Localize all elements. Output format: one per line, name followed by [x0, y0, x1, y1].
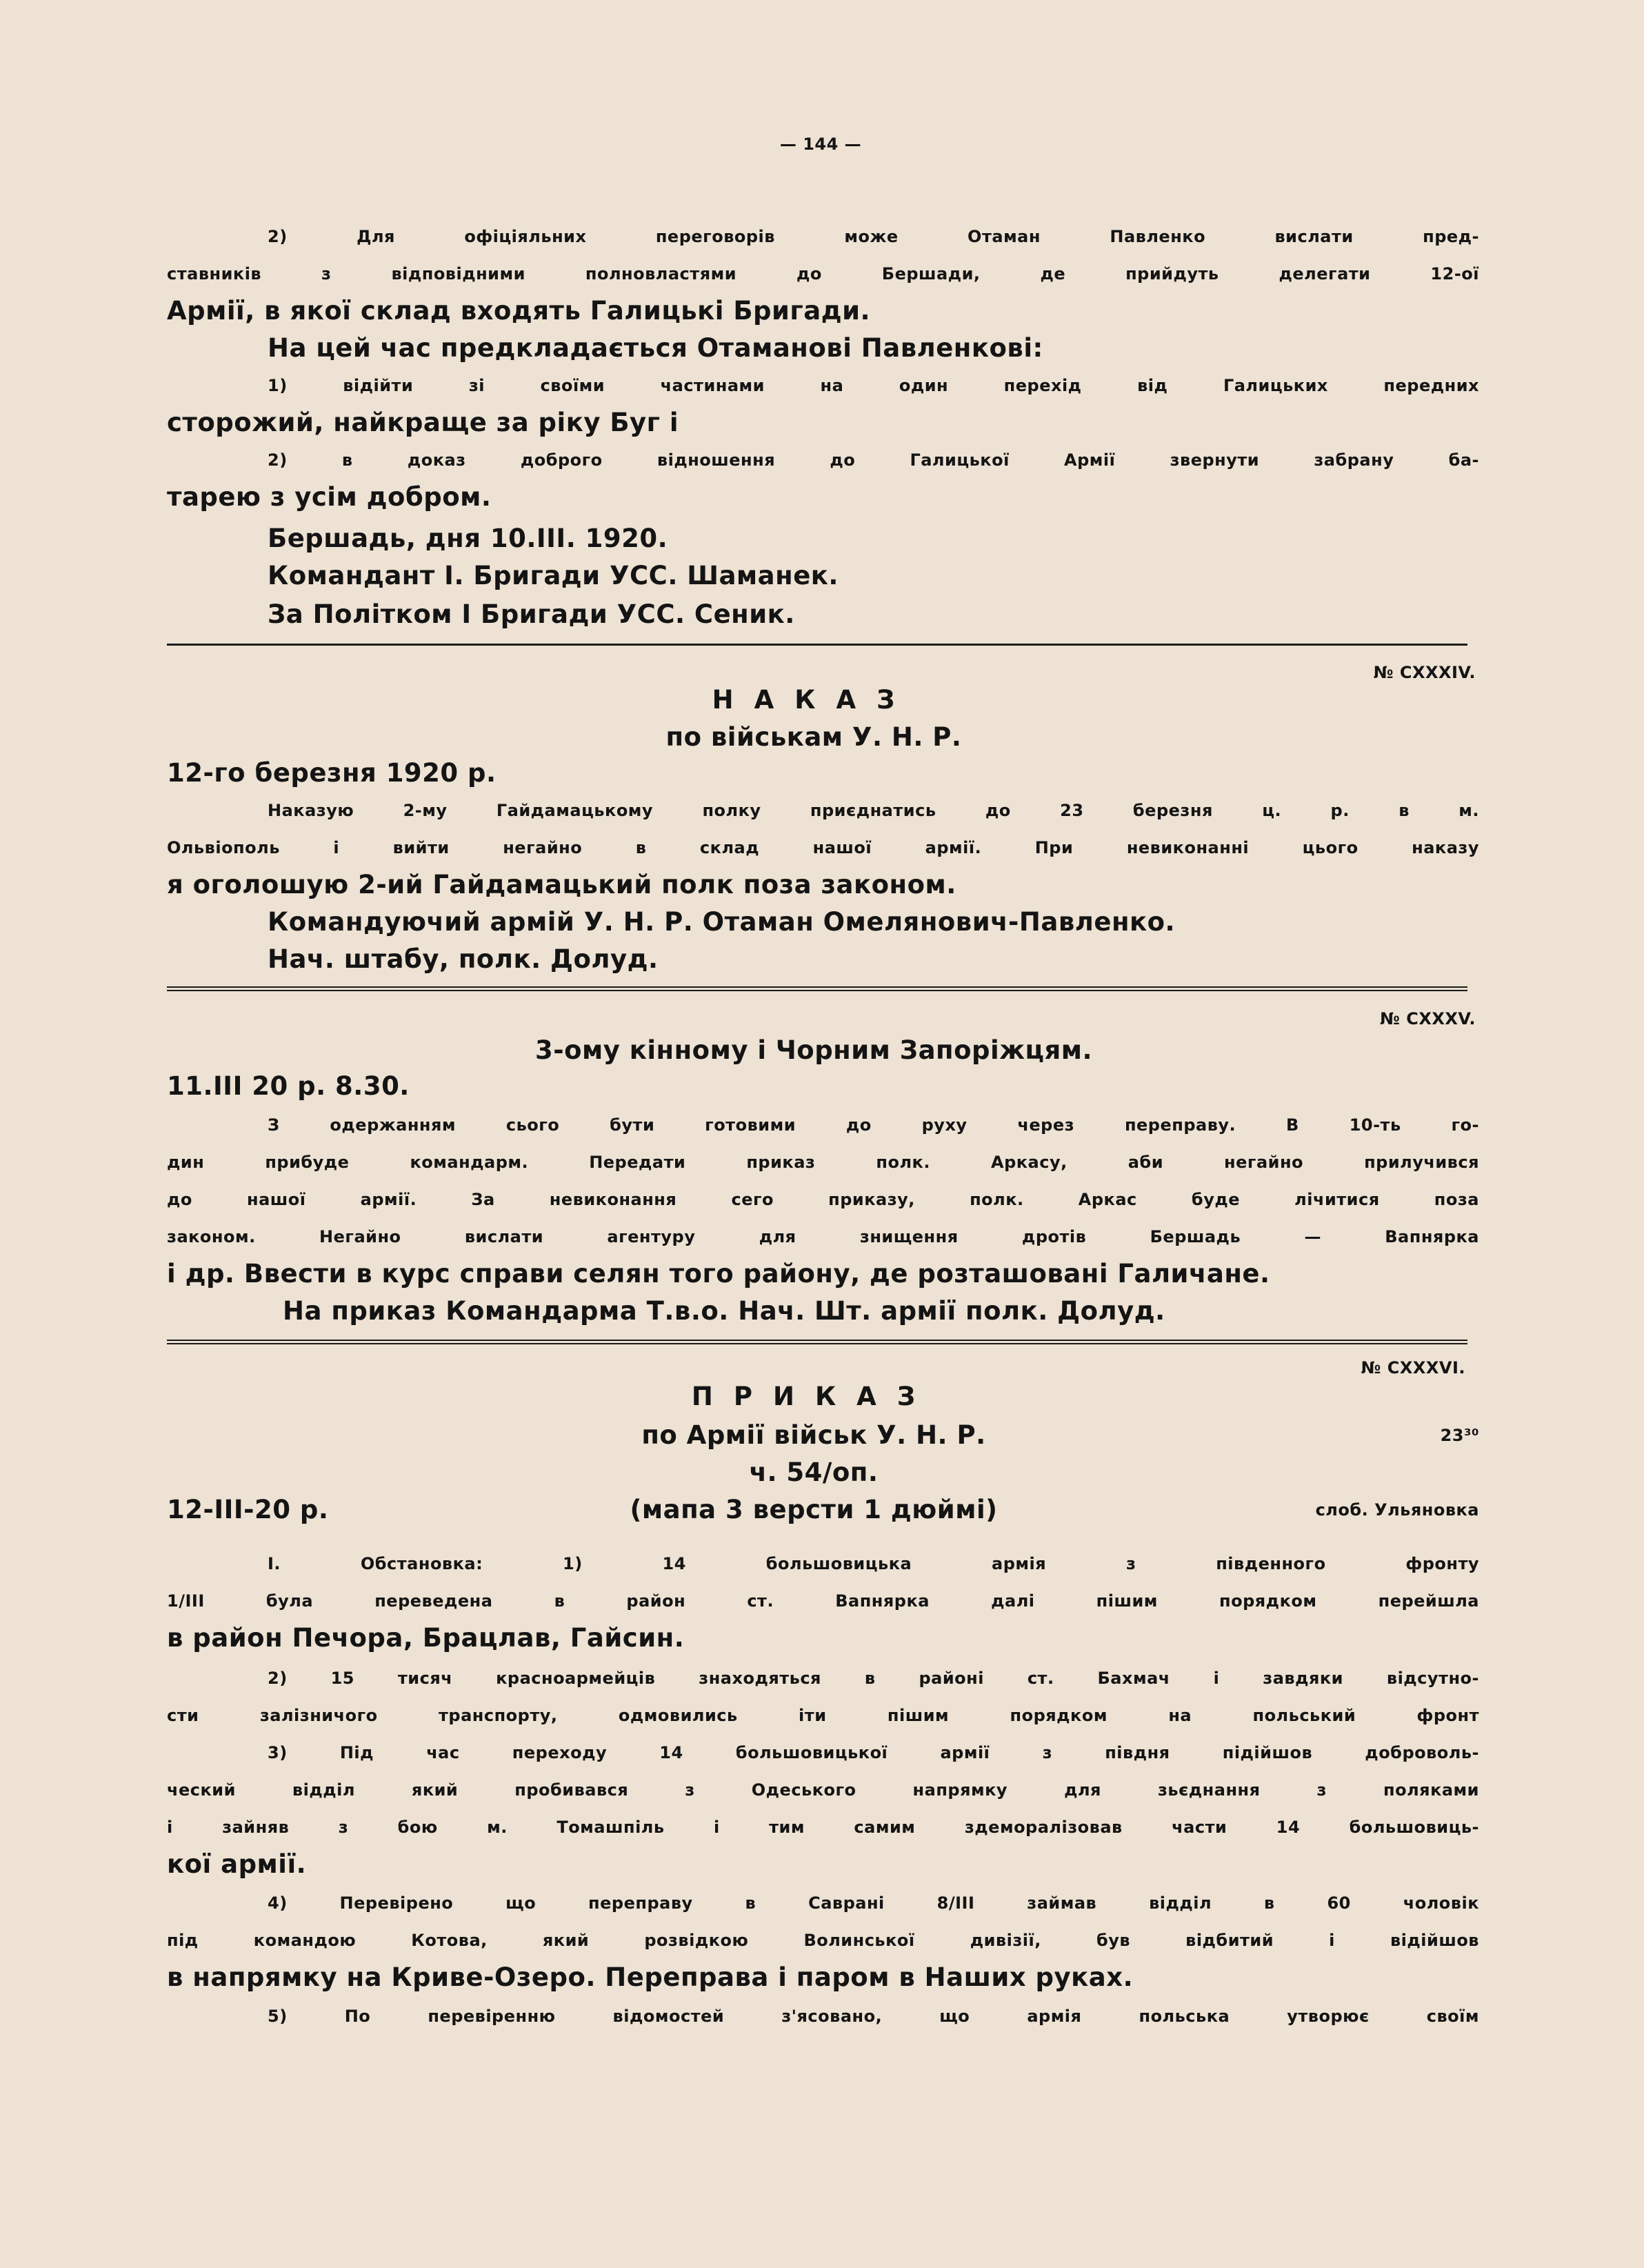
- document-number: № CXXXV.: [1380, 1009, 1476, 1028]
- text-line: Наказую 2-му Гайдамацькому полку приєднатись до 23 березня ц. р. в м.: [268, 801, 1479, 820]
- text-line: і др. Ввести в курс справи селян того району, де розташовані Галичане.: [167, 1259, 1270, 1289]
- text-line: Ольвіополь і вийти негайно в склад нашої армії. При невиконанні цього наказу: [167, 838, 1479, 857]
- section-divider: [167, 644, 1467, 646]
- text-line: 4) Перевірено що переправу в Саврані 8/III займав відділ в 60 чоловік: [268, 1893, 1479, 1913]
- document-date: 12-III-20 р.: [167, 1495, 329, 1524]
- document-part: ч. 54/оп.: [749, 1458, 879, 1487]
- document-title: ПРИКАЗ: [691, 1382, 936, 1411]
- text-line: під командою Котова, який розвідкою Волинської дивізії, був відбитий і відійшов: [167, 1931, 1479, 1950]
- text-line: З одержанням сього бути готовими до руху через переправу. В 10-ть го-: [268, 1115, 1479, 1135]
- document-title: НАКАЗ: [712, 685, 916, 715]
- text-line: і зайняв з бою м. Томашпіль і тим самим здеморалізовав части 14 большовиць-: [167, 1818, 1479, 1837]
- text-line: тарею з усім добром.: [167, 482, 492, 512]
- text-line: На цей час предкладається Отаманові Павленкові:: [268, 333, 1043, 363]
- document-subtitle: по Армії військ У. Н. Р.: [641, 1420, 986, 1450]
- text-line: Армії, в якої склад входять Галицькі Бригади.: [167, 296, 871, 326]
- text-line: Бершадь, дня 10.III. 1920.: [268, 524, 668, 553]
- text-line: в напрямку на Криве-Озеро. Переправа і паром в Наших руках.: [167, 1962, 1134, 1992]
- section-divider: [167, 1340, 1467, 1344]
- text-line: до нашої армії. За невиконання сего приказу, полк. Аркас буде лічитися поза: [167, 1190, 1479, 1209]
- text-line: дин прибуде командарм. Передати приказ полк. Аркасу, аби негайно прилучився: [167, 1153, 1479, 1172]
- document-number: № CXXXIV.: [1373, 663, 1476, 682]
- document-map-note: (мапа 3 версти 1 дюймі): [630, 1495, 998, 1524]
- signature-line: Командуючий армій У. Н. Р. Отаман Омелянович-Павленко.: [268, 907, 1176, 937]
- signature-line: За Політком І Бригади УСС. Сеник.: [268, 599, 795, 629]
- text-line: І. Обстановка: 1) 14 большовицька армія з південного фронту: [268, 1554, 1479, 1573]
- document-date: 12-го березня 1920 р.: [167, 758, 497, 788]
- section-divider: [167, 986, 1467, 991]
- text-line: кої армії.: [167, 1849, 307, 1879]
- signature-line: Командант І. Бригади УСС. Шаманек.: [268, 561, 839, 590]
- signature-line: На приказ Командарма Т.в.о. Нач. Шт. армії полк. Долуд.: [283, 1296, 1165, 1326]
- text-line: ставників з відповідними полновластями до Бершади, де прийдуть делегати 12-ої: [167, 264, 1479, 284]
- text-line: 2) 15 тисяч красноармейців знаходяться в районі ст. Бахмач і завдяки відсутно-: [268, 1669, 1479, 1688]
- text-line: ческий відділ який пробивався з Одеського напрямку для зьєднання з поляками: [167, 1780, 1479, 1800]
- text-line: я оголошую 2-ий Гайдамацький полк поза законом.: [167, 870, 956, 899]
- text-line: законом. Негайно вислати агентуру для знищення дротів Бершадь — Вапнярка: [167, 1227, 1479, 1246]
- document-subtitle: по військам У. Н. Р.: [665, 722, 962, 752]
- text-line: 3) Під час переходу 14 большовицької армії з півдня підійшов доброволь-: [268, 1743, 1479, 1762]
- text-line: 5) По перевіренню відомостей з'ясовано, що армія польська утворює своїм: [268, 2007, 1479, 2026]
- page-number: — 144 —: [779, 135, 862, 154]
- text-line: 2) Для офіціяльних переговорів може Отаман Павленко вислати пред-: [268, 227, 1479, 246]
- text-line: в район Печора, Брацлав, Гайсин.: [167, 1623, 685, 1653]
- text-line: 1) відійти зі своїми частинами на один перехід від Галицьких передних: [268, 376, 1479, 395]
- signature-line: Нач. штабу, полк. Долуд.: [268, 944, 659, 974]
- document-place: слоб. Ульяновка: [1315, 1500, 1479, 1520]
- document-title: 3-ому кінному і Чорним Запоріжцям.: [534, 1035, 1093, 1065]
- text-line: 2) в доказ доброго відношення до Галицької Армії звернути забрану ба-: [268, 450, 1479, 470]
- document-number: № CXXXVI.: [1361, 1358, 1465, 1377]
- text-line: сти залізничого транспорту, одмовились іти пішим порядком на польський фронт: [167, 1706, 1479, 1725]
- text-line: сторожий, найкраще за ріку Буг і: [167, 408, 679, 437]
- text-line: 1/III була переведена в район ст. Вапнярка далі пішим порядком перейшла: [167, 1591, 1479, 1611]
- document-date: 11.III 20 р. 8.30.: [167, 1071, 410, 1101]
- document-time: 23³⁰: [1440, 1426, 1479, 1445]
